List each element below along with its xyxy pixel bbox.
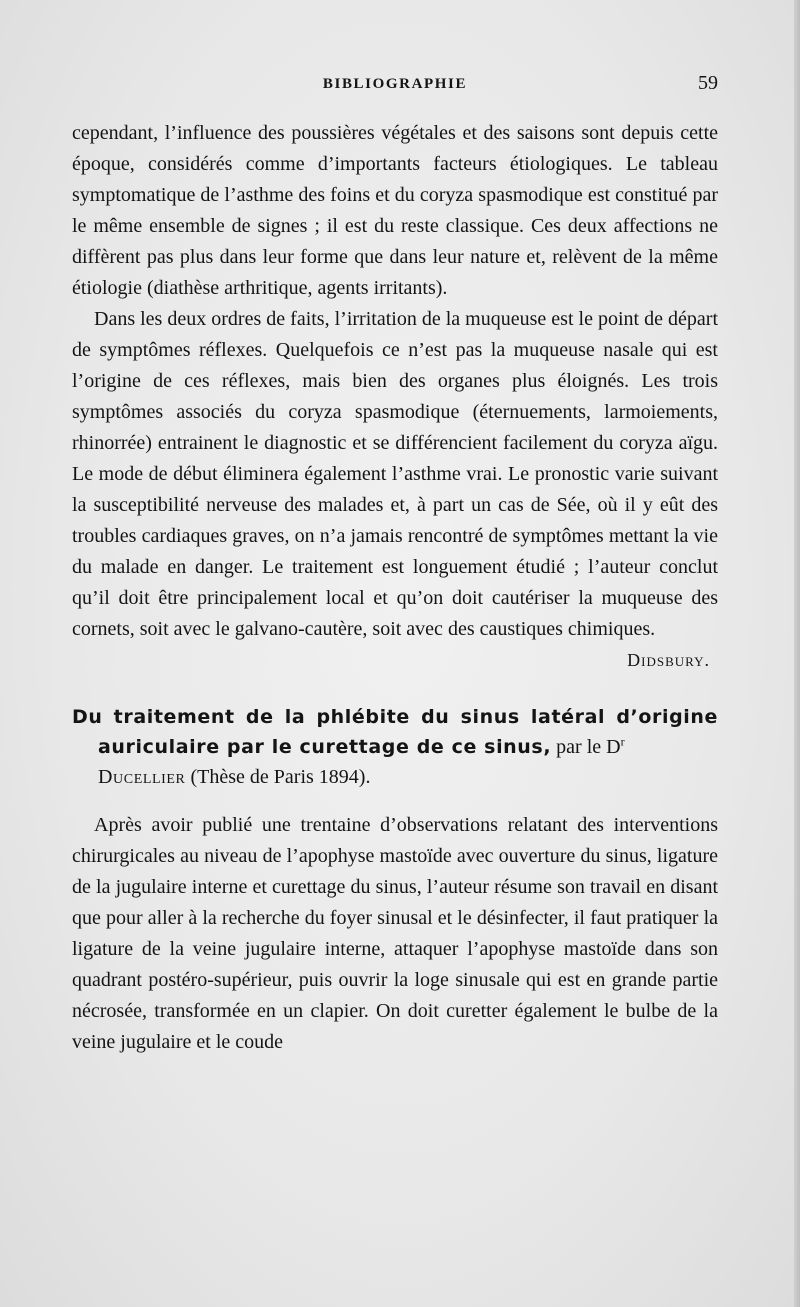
article-heading	[72, 702, 718, 792]
page-number: 59	[698, 72, 718, 94]
article-by: par le D	[551, 736, 621, 758]
article-title-superscript: r	[620, 734, 625, 749]
paragraph-continuation: cependant, l’influence des poussières végétales et des saisons sont depuis cette époque, considérés comme d’importants facteurs étiologiques. Le tableau symptomatique de l’asthme des foins et du coryza spasmodique est constitué par le même ensemble de signes ; il est du reste classique. Ces deux affections ne diffèrent pas plus dans leur forme que dans leur nature et, relèvent de la même étiologie (diathèse arthritique, agents irritants).	[72, 122, 718, 299]
article-title: Du traitement de la phlébite du sinus latéral d’origine auriculaire par le curettage de ce sinus,	[72, 706, 718, 758]
review-signature: Didsbury.	[627, 650, 710, 670]
running-title: BIBLIOGRAPHIE	[322, 76, 468, 92]
page-edge	[794, 0, 800, 1307]
paragraph-reflexes: Dans les deux ordres de faits, l’irritation de la muqueuse est le point de départ de symptômes réflexes. Quelquefois ce n’est pas la muqueuse nasale qui est l’origine de ces réflexes, mais bien des organes plus éloignés. Les trois symptômes associés du coryza spasmodique (éternuements, larmoiements, rhinorrée) entrainent le diagnostic et se différencient facilement du coryza aïgu. Le mode de début éliminera également l’asthme vrai. Le pronostic varie suivant la susceptibilité nerveuse des malades et, à part un cas de Sée, où il y eût des troubles cardiaques graves, on n’a jamais rencontré de symptômes mettant la vie du malade en danger. Le traitement est longuement étudié ; l’auteur conclut qu’il doit être principalement local et qu’on doit cautériser la muqueuse des cornets, soit avec le galvano-cautère, soit avec des caustiques chimiques.	[72, 308, 718, 640]
article-author: Ducellier	[98, 766, 186, 788]
article-source: (Thèse de Paris 1894).	[185, 766, 371, 788]
running-head	[72, 72, 718, 102]
article-body-paragraph: Après avoir publié une trentaine d’observations relatant des interventions chirurgicales au niveau de l’apophyse mastoïde avec ouverture du sinus, ligature de la jugulaire interne et curettage du sinus, l’auteur résume son travail en disant que pour aller à la recherche du foyer sinusal et le désinfecter, il faut pratiquer la ligature de la veine jugulaire interne, attaquer l’apophyse mastoïde dans son quadrant postéro-supérieur, puis ouvrir la loge sinusale qui est en grande partie nécrosée, transformée en un clapier. On doit curetter également le bulbe de la veine jugulaire et le coude	[72, 814, 718, 1053]
text-body	[72, 118, 718, 1058]
